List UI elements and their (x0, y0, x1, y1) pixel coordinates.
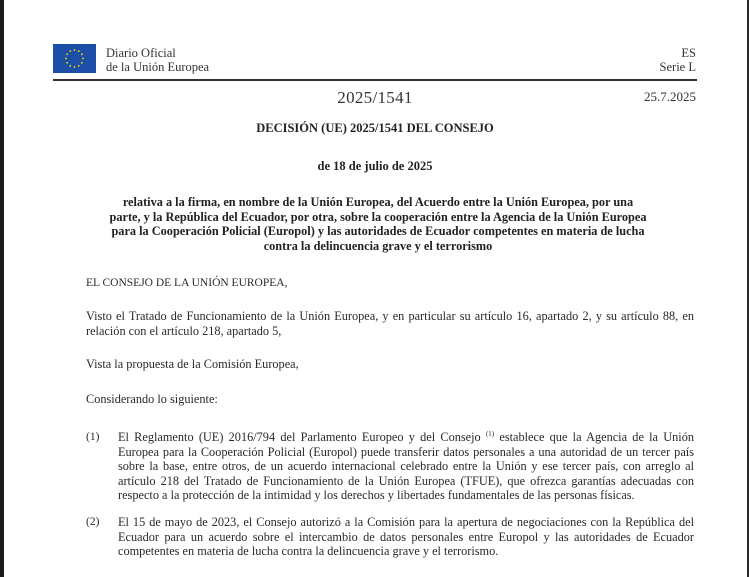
recital-text-part: establece que la Agencia de la Unión Europea para la Cooperación Policial (Europol) puede transferir datos personales a una autoridad de un tercer país sobre la base, entre otros, de un acuerdo internacional celebrado entre la Unión y ese tercer país, con arreglo al artículo 218 del Tratado de Funcionamiento de la Unión Europea (TFUE), que ofrezca garantías adecuadas con respecto a la protección de la intimidad y los derechos y libertades fundamentales de las personas físicas. (118, 430, 695, 502)
recital-number: (2) (86, 516, 100, 528)
recital-1 (86, 430, 694, 503)
document-date-line: de 18 de julio de 2025 (317, 159, 433, 173)
journal-line-1: Diario Oficial (106, 46, 176, 60)
recital-2 (86, 515, 694, 559)
document-title: DECISIÓN (UE) 2025/1541 DEL CONSEJO (256, 121, 494, 135)
page-frame-right (747, 0, 749, 577)
eu-flag-icon (53, 44, 96, 73)
recital-text-part: El Reglamento (UE) 2016/794 del Parlamento Europeo y del Consejo (118, 430, 486, 444)
recital-number: (1) (86, 431, 100, 443)
author-line: EL CONSEJO DE LA UNIÓN EUROPEA, (86, 277, 288, 289)
header-divider (53, 79, 697, 81)
considerando-paragraph: Considerando lo siguiente: (86, 392, 218, 406)
journal-name (106, 46, 209, 74)
language-series (660, 46, 696, 74)
visto-paragraph: Visto el Tratado de Funcionamiento de la Unión Europea, y en particular su artículo 16, apartado 2, y su artículo 88, en relación con el artículo 218, apartado 5, (86, 309, 694, 338)
page-frame-left (0, 0, 4, 577)
document-number: 2025/1541 (337, 88, 413, 107)
footnote-reference[interactable]: (1) (485, 429, 495, 438)
series-label: Serie L (659, 60, 696, 74)
journal-line-2: de la Unión Europea (106, 60, 210, 74)
recital-text: El 15 de mayo de 2023, el Consejo autorizó a la Comisión para la apertura de negociaciones con la República del Ecuador para un acuerdo sobre el intercambio de datos personales entre Europol y las autoridades de Ecuador competentes en materia de lucha contra la delincuencia grave y el terrorismo. (118, 515, 694, 558)
publication-date: 25.7.2025 (644, 89, 696, 104)
language-code: ES (681, 46, 696, 60)
recital-text (118, 430, 694, 503)
document-subject: relativa a la firma, en nombre de la Unión Europea, del Acuerdo entre la Unión Europea, por una parte, y la República del Ecuador, por otra, sobre la cooperación entre la Agencia de la Unión Europea para la Cooperación Policial (Europol) y las autoridades de Ecuador competentes en materia de lucha contra la delincuencia grave y el terrorismo (109, 195, 647, 253)
vista-paragraph: Vista la propuesta de la Comisión Europea, (86, 357, 299, 371)
